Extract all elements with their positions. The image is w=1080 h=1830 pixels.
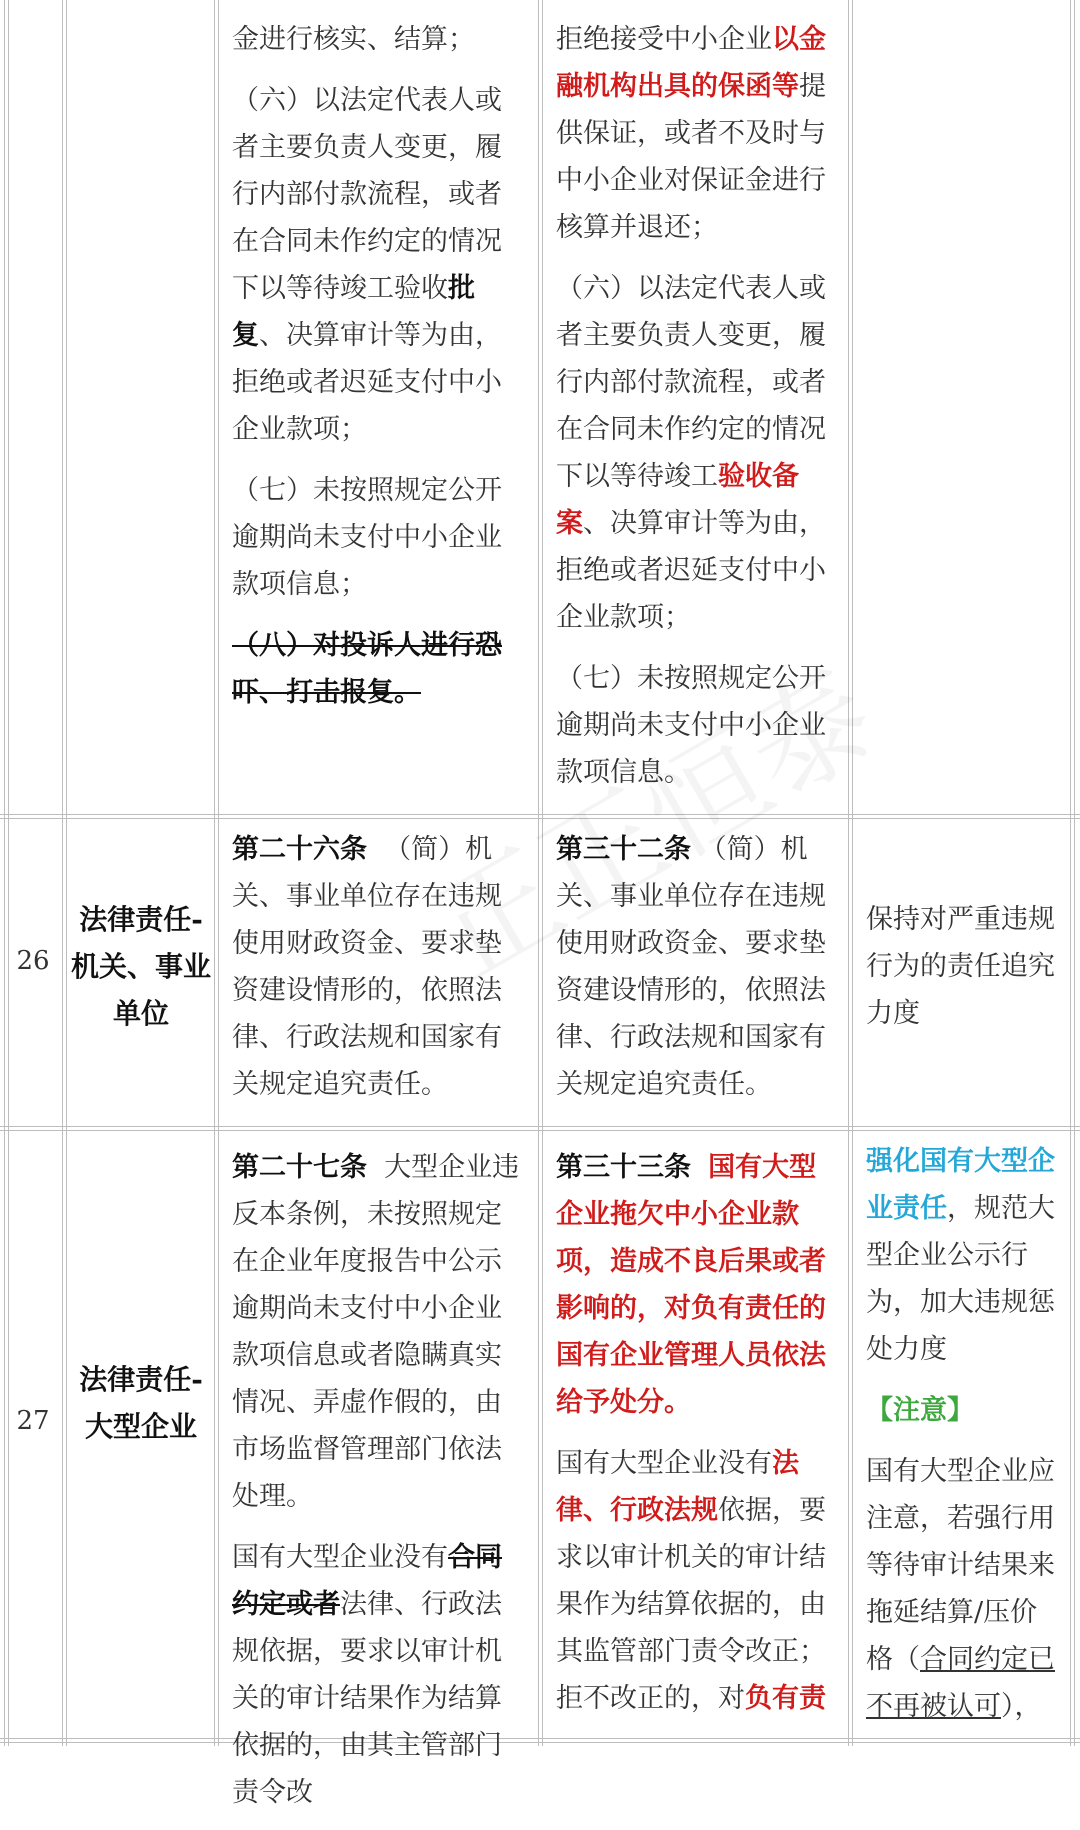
comment-text: 国有大型企业应注意，若强行用等待审计结果来拖延结算/压价格（ [866, 1456, 1055, 1675]
comment-para [866, 1387, 1064, 1434]
comment-text: 保持对严重违规行为的责任追究力度 [866, 904, 1055, 1029]
row-number: 26 [16, 946, 50, 976]
table-border [1074, 0, 1075, 1746]
article-number: 第二十七条 [232, 1152, 367, 1183]
new-text: 国有大型企业没有 [556, 1448, 772, 1479]
comment-cell [866, 896, 1064, 1051]
table-border [852, 0, 853, 1746]
old-text: （七）未按照规定公开逾期尚未支付中小企业款项信息； [232, 475, 502, 600]
changed-text: 国有大型企业拖欠中小企业款项，造成不良后果或者影响的，对负有责任的国有企业管理人员依法给予处分。 [556, 1152, 826, 1418]
old-text: 、决算审计等为由，拒绝或者迟延支付中小企业款项； [232, 320, 502, 445]
deleted-text: （八）对投诉人进行恐吓、打击报复。 [232, 630, 502, 708]
comment-para [866, 896, 1064, 1037]
old-text-cell [232, 1144, 528, 1830]
new-text: 依据，要求以审计机关的审计结果作为结算依据的，由其监管部门责令改正；拒不改正的，对 [556, 1495, 826, 1714]
old-bold-text: 批复 [232, 273, 475, 351]
topic-cell: 法律责任-大型企业 [79, 1363, 203, 1443]
article-number: 第三十三条 [556, 1152, 691, 1183]
new-text: （简）机关、事业单位存在违规使用财政资金、要求垫资建设情形的，依照法律、行政法规和国家有关规定追究责任。 [556, 834, 826, 1100]
row-number: 27 [16, 1406, 50, 1436]
new-para [556, 16, 840, 251]
old-text: （六）以法定代表人或者主要负责人变更，履行内部付款流程，或者在合同未作约定的情况下以等待竣工验收 [232, 85, 502, 304]
article-number: 第二十六条 [232, 834, 367, 865]
highlight-text: 强化国有大型企业责任 [866, 1146, 1055, 1224]
changed-text: 验收备案 [556, 461, 799, 539]
table-border [214, 0, 215, 1746]
table-border [4, 0, 5, 1746]
old-para [232, 622, 528, 716]
new-text: 提供保证，或者不及时与中小企业对保证金进行核算并退还； [556, 71, 826, 243]
row-border [0, 1130, 1080, 1131]
new-para [556, 1144, 840, 1426]
old-text: 法律、行政法规依据，要求以审计机关的审计结果作为结算依据的，由其主管部门责令改 [232, 1589, 502, 1808]
comment-para [866, 1138, 1064, 1373]
changed-text: 负有责 [745, 1683, 826, 1714]
old-para [232, 16, 528, 63]
row-border [0, 1126, 1080, 1127]
old-text: （简）机关、事业单位存在违规使用财政资金、要求垫资建设情形的，依照法律、行政法规和国家有关规定追究责任。 [232, 834, 502, 1100]
new-text: （七）未按照规定公开逾期尚未支付中小企业款项信息。 [556, 663, 826, 788]
table-border [62, 0, 63, 1746]
topic-cell: 法律责任-机关、事业单位 [70, 903, 211, 1030]
table-border [848, 0, 849, 1746]
table-border [8, 0, 9, 1746]
table-border [1070, 0, 1071, 1746]
old-text: 国有大型企业没有 [232, 1542, 448, 1573]
article-number: 第三十二条 [556, 834, 691, 865]
comment-para [866, 1448, 1064, 1730]
deleted-text: 合同约定或者 [232, 1542, 502, 1620]
old-text: 金进行核实、结算； [232, 24, 475, 55]
new-para [556, 1440, 840, 1722]
comment-text: ）， [1001, 1691, 1042, 1722]
note-label: 【注意】 [866, 1395, 974, 1426]
comment-cell [866, 1138, 1064, 1744]
changed-text: 法律、行政法规 [556, 1448, 799, 1526]
table-border [218, 0, 219, 1746]
new-text: （六）以法定代表人或者主要负责人变更，履行内部付款流程，或者在合同未作约定的情况下以等待竣工 [556, 273, 826, 492]
changed-text: 以金融机构出具的保函等 [556, 24, 826, 102]
new-text-cell [556, 1144, 840, 1736]
new-text: 拒绝接受中小企业 [556, 24, 772, 55]
new-para [556, 265, 840, 641]
old-para [232, 77, 528, 453]
old-text: 大型企业违反本条例，未按照规定在企业年度报告中公示逾期尚未支付中小企业款项信息或者隐瞒真实情况、弄虚作假的，由市场监督管理部门依法处理。 [232, 1152, 520, 1512]
new-text: 、决算审计等为由，拒绝或者迟延支付中小企业款项； [556, 508, 826, 633]
old-para [232, 1534, 528, 1816]
old-text-cell [232, 16, 528, 730]
old-para [232, 467, 528, 608]
underlined-text: 合同约定已不再被认可 [866, 1644, 1055, 1722]
table-border [66, 0, 67, 1746]
comment-text: ，规范大型企业公示行为，加大违规惩处力度 [866, 1193, 1055, 1365]
old-para [232, 1144, 528, 1520]
